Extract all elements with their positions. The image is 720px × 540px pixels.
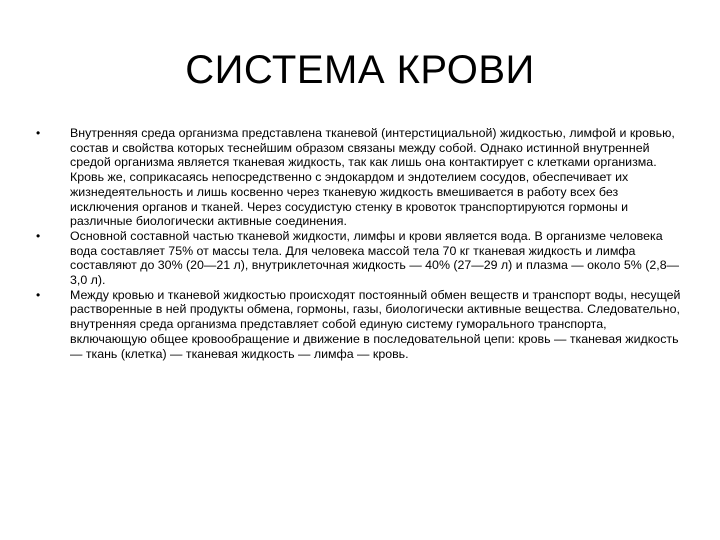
bullet-text: Между кровью и тканевой жидкостью происходят постоянный обмен веществ и транспорт воды, несущей растворенные в ней продукты обмена, гормоны, газы, биологически активные вещества. Следовательно, внутренняя среда организма представляет собой единую систему гуморального транспорта, включающую общее кровообращение и движение в последовательной цепи: кровь — тканевая жидкость — ткань (клетка) — тканевая жидкость — лимфа — кровь. xyxy=(70,287,681,361)
bullet-text: Внутренняя среда организма представлена тканевой (интерстициальной) жидкостью, лимфой и кровью, состав и свойства которых теснейшим образом связаны между собой. Однако истинной внутренней средой организма является тканевая жидкость, так как лишь она контактирует с клетками организма. Кровь же, соприкасаясь непосредственно с эндокардом и эндотелием сосудов, обеспечивает их жизнедеятельность и лишь косвенно через тканевую жидкость вмешивается в работу всех без исключения органов и тканей. Через сосудистую стенку в кровоток транспортируются гормоны и различные биологически активные соединения. xyxy=(70,126,675,229)
bullet-icon: • xyxy=(36,126,41,140)
bullet-item xyxy=(36,288,684,362)
bullet-list xyxy=(36,126,684,361)
bullet-text: Основной составной частью тканевой жидкости, лимфы и крови является вода. В организме человека вода составляет 75% от массы тела. Для человека массой тела 70 кг тканевая жидкость и лимфа составляют до 30% (20—21 л), внутриклеточная жидкость — 40% (27—29 л) и плазма — около 5% (2,8—3,0 л). xyxy=(70,228,680,288)
bullet-item xyxy=(36,229,684,288)
bullet-icon: • xyxy=(36,228,41,243)
slide-title: СИСТЕМА КРОВИ xyxy=(185,48,535,92)
bullet-icon: • xyxy=(36,287,41,302)
bullet-item xyxy=(36,126,684,229)
